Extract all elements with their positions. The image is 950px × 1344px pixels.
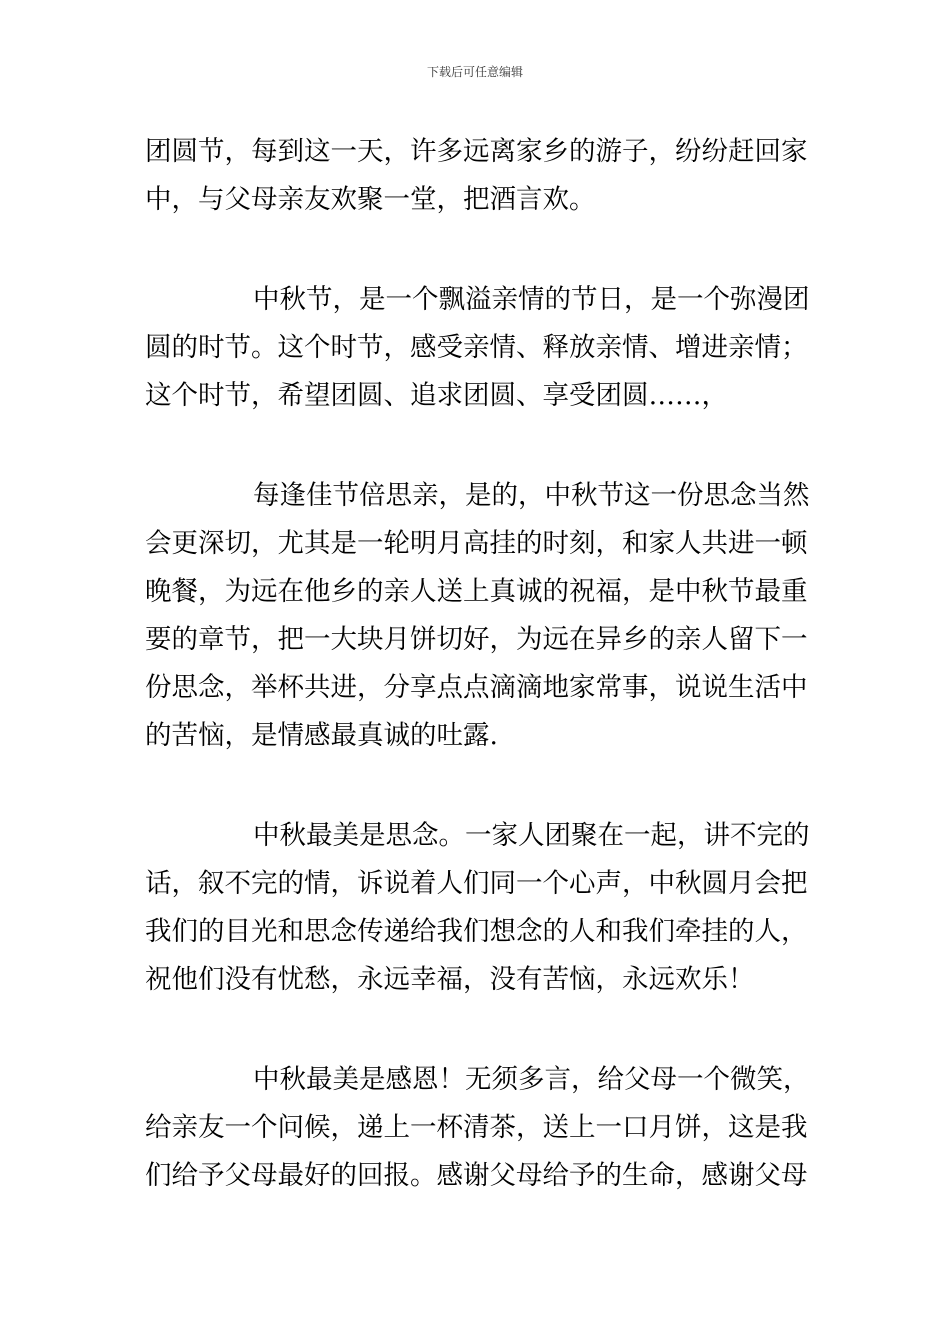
paragraph [145,812,810,1004]
page-header: 下载后可任意编辑 [426,65,523,79]
text-line: 中秋最美是感恩！无须多言，给父母一个微笑， [253,1064,810,1095]
text-line: 的苦恼，是情感最真诚的吐露. [145,720,498,751]
text-line: 份思念，举杯共进，分享点点滴滴地家常事，说说生活中 [145,672,808,703]
paragraph [145,128,807,224]
text-line: 中，与父母亲友欢聚一堂，把酒言欢。 [145,184,596,215]
text-line: 团圆节，每到这一天，许多远离家乡的游子，纷纷赶回家 [145,136,808,167]
text-line: 中秋节，是一个飘溢亲情的节日，是一个弥漫团 [253,284,810,315]
document-body [145,128,810,1200]
text-line: 们给予父母最好的回报。感谢父母给予的生命，感谢父母 [145,1160,808,1191]
text-line: 这个时节，希望团圆、追求团圆、享受团圆……， [145,380,728,411]
paragraph [145,472,810,760]
text-line: 祝他们没有忧愁，永远幸福，没有苦恼，永远欢乐！ [145,964,755,995]
paragraph [145,1056,810,1200]
text-line: 每逢佳节倍思亲，是的，中秋节这一份思念当然 [253,480,810,511]
text-line: 中秋最美是思念。一家人团聚在一起，讲不完的 [253,820,810,851]
text-line: 圆的时节。这个时节，感受亲情、释放亲情、增进亲情； [145,332,808,363]
text-line: 话，叙不完的情，诉说着人们同一个心声，中秋圆月会把 [145,868,808,899]
text-line: 给亲友一个问候，递上一杯清茶，送上一口月饼，这是我 [145,1112,808,1143]
text-line: 我们的目光和思念传递给我们想念的人和我们牵挂的人， [145,916,808,947]
text-line: 会更深切，尤其是一轮明月高挂的时刻，和家人共进一顿 [145,528,808,559]
text-line: 要的章节，把一大块月饼切好，为远在异乡的亲人留下一 [145,624,808,655]
text-line: 晚餐，为远在他乡的亲人送上真诚的祝福，是中秋节最重 [145,576,808,607]
paragraph [145,276,810,420]
